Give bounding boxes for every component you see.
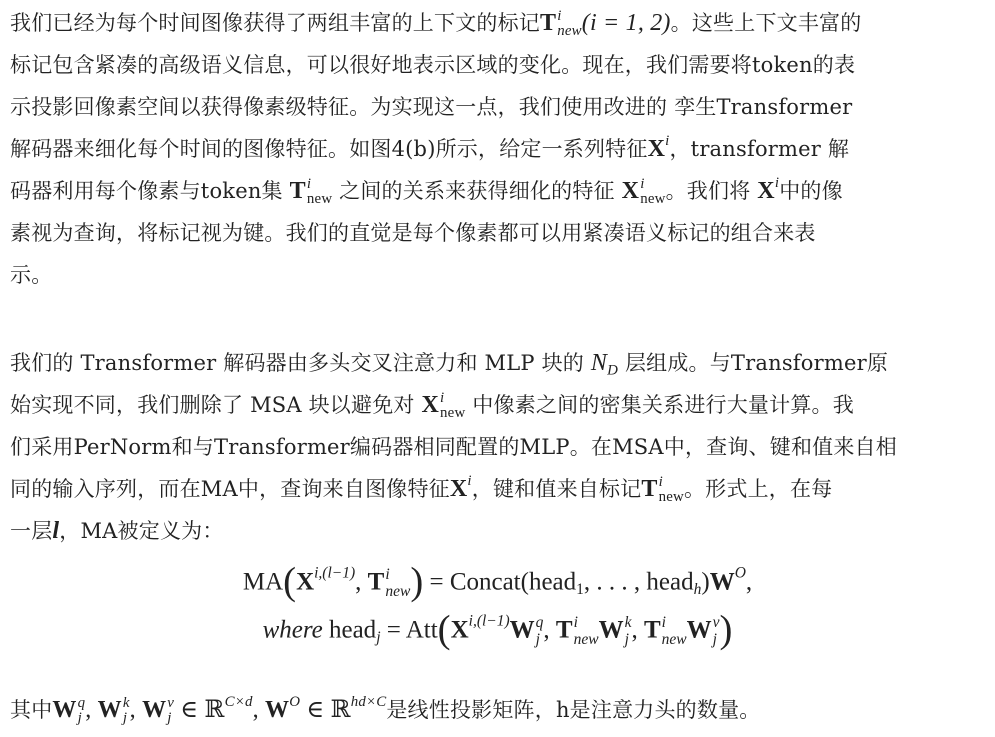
math-X-new-i: X i new [621, 175, 666, 208]
math-X-i-2: $X^i$ [757, 174, 780, 204]
p1-line-6: 素视为查询，将标记视为键。我们的直觉是每个像素都可以用紧凑语义标记的组合来表 [10, 221, 816, 245]
p2-line-1: 我们的 Transformer 解码器由多头交叉注意力和 MLP 块的 $N_D$ 层组成。与Transformer原 [10, 350, 889, 379]
equation-line-1: $MA(X^{i,(l-1)}$, T i new ) = Concat(head$_1$, . . . , $head_h)W^O$, [242, 560, 753, 603]
p2-line-4: 同的输入序列，而在MA中，查询来自图像特征$X^i$，键和值来自标记T i new 。形式上，在每 [10, 472, 833, 506]
p2-line-2: 始实现不同，我们删除了 MSA 块以避免对 X i new 中像素之间的密集关系进行大量计算。我 [10, 389, 854, 422]
math-T-new-i-2: T i new [641, 473, 684, 506]
p3-line-1: 其中W q j , W k j , W v j ∈ ℝ$^{C\times d}$, $W^O$ ∈ ℝ$^{hd\times C}$是线性投影矩阵，h是注意力头的数量。 [10, 693, 761, 727]
p2-line-5: 一层l，MA被定义为： [10, 518, 224, 544]
p1-line-5: 码器利用每个像素与token集 T i new 之间的关系来获得细化的特征 X i new 。我们将 $X^i$中的像 [10, 174, 843, 208]
p1-line-4: 解码器来细化每个时间的图像特征。如图4(b)所示，给定一系列特征$X^i$，transformer 解 [10, 132, 850, 162]
math-X-new-i-2: X i new [421, 389, 466, 422]
math-T-new-i-rm: T i new [289, 175, 333, 208]
p1-line-2: 标记包含紧凑的高级语义信息，可以很好地表示区域的变化。现在，我们需要将token的表 [10, 53, 856, 77]
p1-line-7: 示。 [10, 263, 53, 287]
math-l: l [52, 518, 60, 544]
math-T-new-i: T i new [540, 7, 582, 40]
p1-line-3: 示投影回像素空间以获得像素级特征。为实现这一点，我们使用改进的 孪生Transformer [10, 95, 853, 119]
equation-line-2: where head$_j$ = $Att(X^{i,(l-1)}W$ q j , T i new W k j , T i new W v j ) [262, 608, 733, 651]
math-X-i-3: $X^i$ [449, 472, 472, 502]
p1-line-1: 我们已经为每个时间图像获得了两组丰富的上下文的标记T i new (i = 1, 2)。这些上下文丰富的 [10, 7, 862, 40]
p2-line-3: 们采用PerNorm和与Transformer编码器相同配置的MLP。在MSA中，查询、键和值来自相 [10, 435, 897, 459]
math-W-proj: W q j , W k j , W v j ∈ ℝ$^{C\times d}$, $W^O$ ∈ ℝ$^{hd\times C}$ [52, 693, 387, 727]
math-ND: $N_D$ [590, 350, 619, 379]
math-X-i: $X^i$ [647, 132, 670, 162]
